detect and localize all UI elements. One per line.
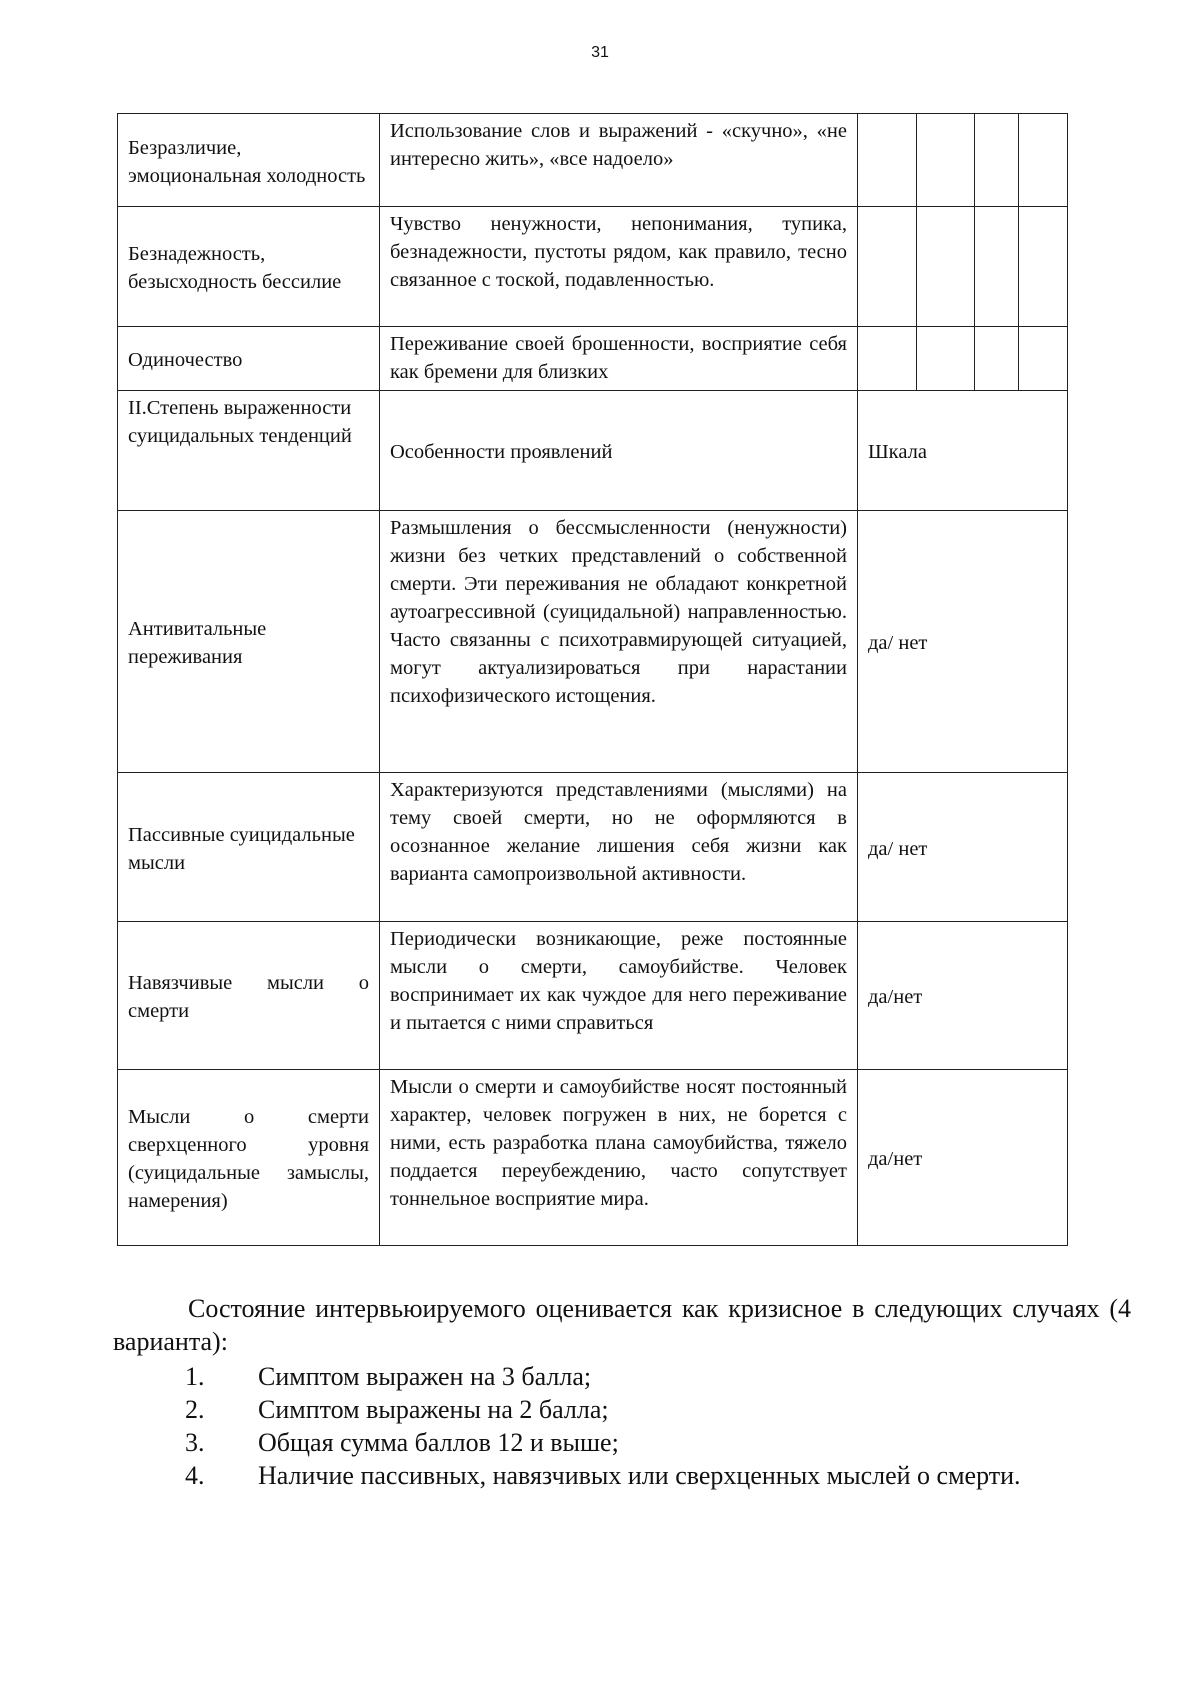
symptom-cell: Антивитальные переживания bbox=[118, 511, 380, 773]
list-item bbox=[113, 1360, 1131, 1393]
description-cell: Использование слов и выражений - «скучно», «не интересно жить», «все надоело» bbox=[380, 114, 858, 207]
assessment-table bbox=[117, 113, 1068, 1246]
score-box bbox=[917, 114, 975, 207]
section-title: II.Степень выраженности суицидальных тенденций bbox=[118, 391, 380, 511]
table-row bbox=[118, 511, 1068, 773]
scale-header: Шкала bbox=[858, 391, 1068, 511]
score-box bbox=[858, 207, 917, 327]
symptom-cell: Одиночество bbox=[118, 327, 380, 391]
list-text: Общая сумма баллов 12 и выше; bbox=[258, 1428, 619, 1457]
description-cell: Характеризуются представлениями (мыслями) на тему своей смерти, но не оформляются в осознанное желание лишения себя жизни как варианта самопроизвольной активности. bbox=[380, 773, 858, 922]
symptom-cell: Безразличие, эмоциональная холодность bbox=[118, 114, 380, 207]
symptom-cell: Мысли о смерти сверхценного уровня (суицидальные замыслы, намерения) bbox=[118, 1070, 380, 1246]
score-box bbox=[917, 207, 975, 327]
description-cell: Переживание своей брошенности, восприятие себя как бремени для близких bbox=[380, 327, 858, 391]
score-box bbox=[975, 207, 1019, 327]
section-header-row bbox=[118, 391, 1068, 511]
description-cell: Чувство ненужности, непонимания, тупика, безнадежности, пустоты рядом, как правило, тесно связанное с тоской, подавленностью. bbox=[380, 207, 858, 327]
page-number: 31 bbox=[591, 44, 609, 61]
description-cell: Мысли о смерти и самоубийстве носят постоянный характер, человек погружен в них, не борется с ними, есть разработка плана самоубийства, тяжело поддается переубеждению, часто сопутствует тоннельное восприятие мира. bbox=[380, 1070, 858, 1246]
list-number: 3. bbox=[185, 1428, 205, 1457]
table-row bbox=[118, 207, 1068, 327]
list-number: 2. bbox=[185, 1395, 205, 1424]
score-box bbox=[1019, 207, 1068, 327]
criteria-list bbox=[113, 1360, 1131, 1492]
table-row bbox=[118, 114, 1068, 207]
list-item bbox=[113, 1426, 1131, 1459]
score-box bbox=[1019, 114, 1068, 207]
list-number: 1. bbox=[185, 1362, 205, 1391]
symptom-cell: Пассивные суицидальные мысли bbox=[118, 773, 380, 922]
scale-cell: да/ нет bbox=[858, 511, 1068, 773]
table-row bbox=[118, 922, 1068, 1070]
score-box bbox=[1019, 327, 1068, 391]
description-cell: Размышления о бессмысленности (ненужности) жизни без четких представлений о собственной смерти. Эти переживания не обладают конкретной аутоагрессивной (суицидальной) направленностью. Часто связанны с психотравмирующей ситуацией, могут актуализироваться при нарастании психофизического истощения. bbox=[380, 511, 858, 773]
table-row bbox=[118, 1070, 1068, 1246]
section-description-header: Особенности проявлений bbox=[380, 391, 858, 511]
symptom-cell: Навязчивые мысли о смерти bbox=[118, 922, 380, 1070]
scale-cell: да/ нет bbox=[858, 773, 1068, 922]
score-box bbox=[858, 327, 917, 391]
list-text: Симптом выражены на 2 балла; bbox=[258, 1395, 609, 1424]
conclusion-paragraph: Состояние интервьюируемого оценивается как кризисное в следующих случаях (4 варианта): bbox=[113, 1294, 1131, 1356]
scale-cell: да/нет bbox=[858, 922, 1068, 1070]
table-row bbox=[118, 327, 1068, 391]
score-box bbox=[858, 114, 917, 207]
table-row bbox=[118, 773, 1068, 922]
score-box bbox=[917, 327, 975, 391]
symptom-cell: Безнадежность, безысходность бессилие bbox=[118, 207, 380, 327]
list-text: Симптом выражен на 3 балла; bbox=[258, 1362, 592, 1391]
scale-cell: да/нет bbox=[858, 1070, 1068, 1246]
description-cell: Периодически возникающие, реже постоянные мысли о смерти, самоубийстве. Человек воспринимает их как чуждое для него переживание и пытается с ними справиться bbox=[380, 922, 858, 1070]
score-box bbox=[975, 114, 1019, 207]
score-box bbox=[975, 327, 1019, 391]
list-number: 4. bbox=[185, 1461, 205, 1490]
list-item bbox=[113, 1459, 1131, 1492]
list-text: Наличие пассивных, навязчивых или сверхценных мыслей о смерти. bbox=[258, 1461, 1021, 1490]
list-item bbox=[113, 1393, 1131, 1426]
